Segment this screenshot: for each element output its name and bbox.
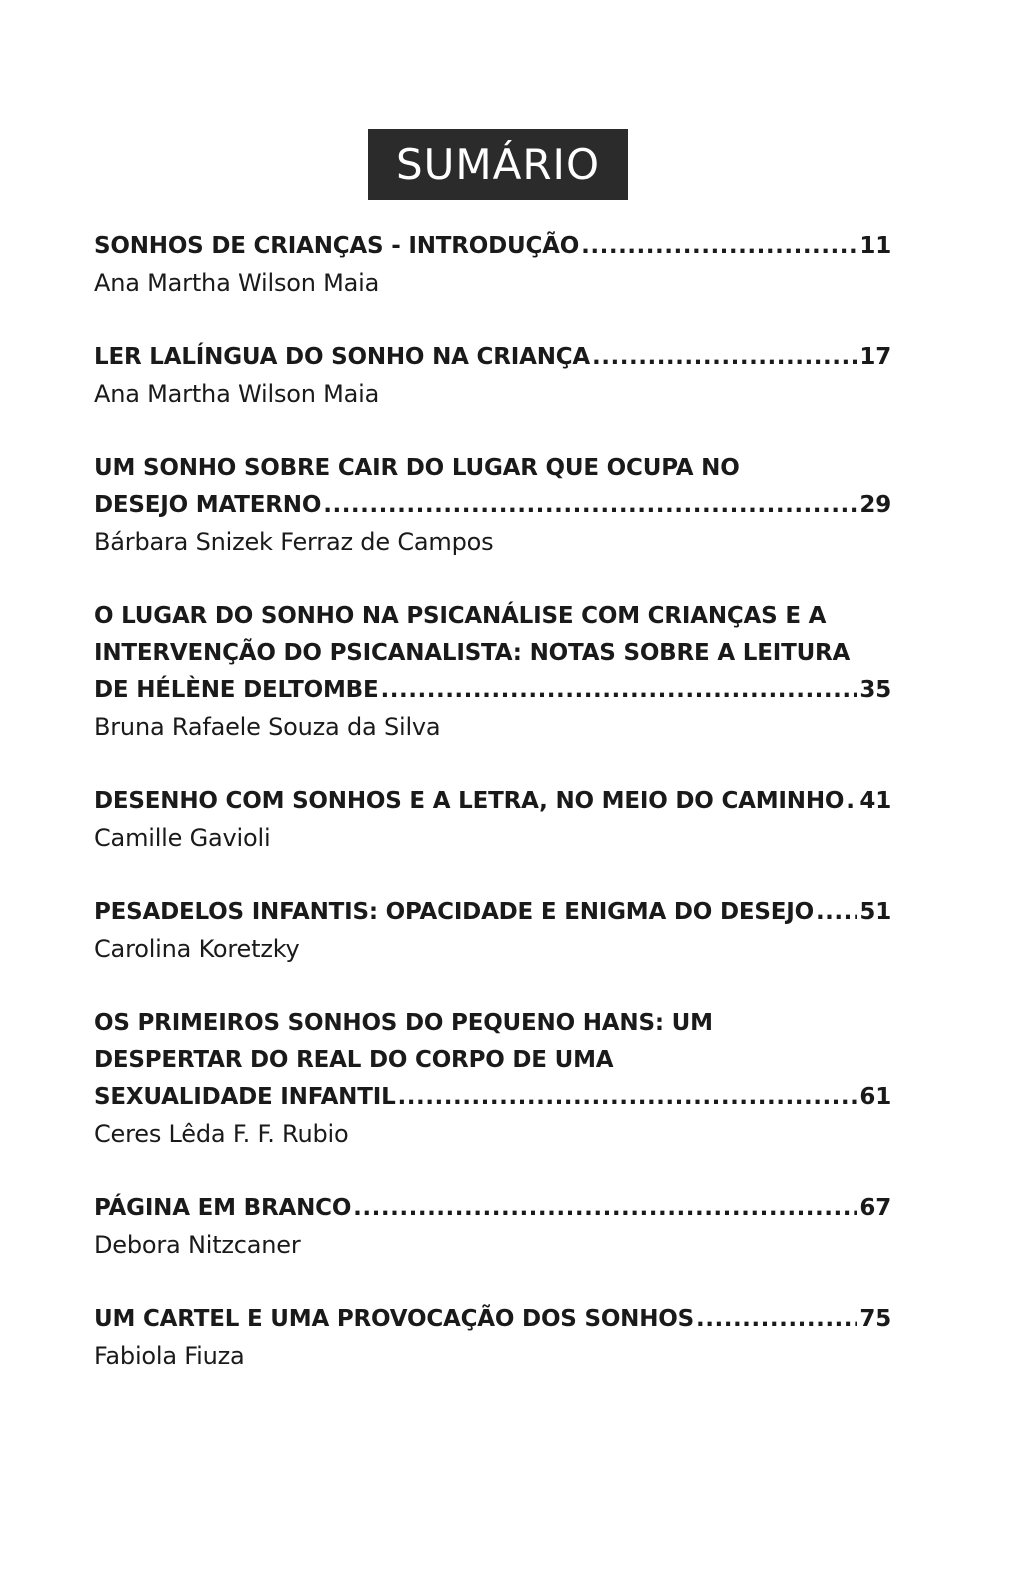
dot-leader [816,894,857,931]
toc-entry-title [94,598,891,709]
toc-entry-title-text: DE HÉLÈNE DELTOMBE [94,677,379,703]
dot-leader [381,672,858,709]
toc-entry [94,1190,891,1264]
toc-entry-author: Ana Martha Wilson Maia [94,269,380,297]
dot-leader [846,783,857,820]
dot-leader [323,487,857,524]
toc-entry-author: Carolina Koretzky [94,935,300,963]
toc-entry-author: Ceres Lêda F. F. Rubio [94,1120,349,1148]
toc-entry-title-last-line [94,1079,891,1116]
dot-leader [581,228,857,265]
toc-entry-title-text: INTERVENÇÃO DO PSICANALISTA: NOTAS SOBRE A LEITURA [94,640,851,666]
toc-entry-page: 75 [859,1306,891,1332]
toc-entry-page: 51 [859,899,891,925]
dot-leader [592,339,857,376]
toc-entry-page: 61 [859,1084,891,1110]
table-of-contents [94,228,891,1375]
toc-entry [94,1005,891,1153]
toc-entry-page: 35 [859,677,891,703]
toc-entry-title-last-line [94,783,891,820]
toc-entry-title-text: UM SONHO SOBRE CAIR DO LUGAR QUE OCUPA NO [94,455,740,481]
toc-entry-author: Debora Nitzcaner [94,1231,301,1259]
toc-entry-author: Bruna Rafaele Souza da Silva [94,713,441,741]
toc-entry-title-last-line [94,339,891,376]
toc-entry-author: Ana Martha Wilson Maia [94,380,380,408]
toc-entry [94,783,891,857]
toc-entry-author: Bárbara Snizek Ferraz de Campos [94,528,494,556]
toc-entry-title [94,894,891,931]
toc-entry [94,598,891,746]
dot-leader [398,1079,858,1116]
toc-entry [94,450,891,561]
toc-entry-page: 17 [859,344,891,370]
toc-entry-title [94,1190,891,1227]
toc-entry-author: Camille Gavioli [94,824,271,852]
toc-entry-page: 11 [859,233,891,259]
toc-entry-title-text: SONHOS DE CRIANÇAS - INTRODUÇÃO [94,233,580,259]
toc-entry-page: 41 [859,788,891,814]
toc-entry-title-text: DESENHO COM SONHOS E A LETRA, NO MEIO DO CAMINHO [94,788,845,814]
toc-entry-title-last-line [94,1190,891,1227]
toc-entry-title [94,450,891,524]
toc-entry-page: 29 [859,492,891,518]
toc-entry-title-text: UM CARTEL E UMA PROVOCAÇÃO DOS SONHOS [94,1306,694,1332]
toc-entry-title [94,1301,891,1338]
toc-entry-title-text: O LUGAR DO SONHO NA PSICANÁLISE COM CRIANÇAS E A [94,603,827,629]
toc-entry-title [94,339,891,376]
toc-entry-title [94,228,891,265]
toc-entry-title-text: OS PRIMEIROS SONHOS DO PEQUENO HANS: UM [94,1010,713,1036]
toc-entry-title-text: LER LALÍNGUA DO SONHO NA CRIANÇA [94,344,591,370]
page-title-box [368,129,628,200]
toc-entry-title-text: PESADELOS INFANTIS: OPACIDADE E ENIGMA DO DESEJO [94,899,814,925]
toc-entry-title [94,783,891,820]
toc-entry [94,339,891,413]
toc-entry [94,1301,891,1375]
page-title: SUMÁRIO [396,139,600,189]
toc-entry-title-text: PÁGINA EM BRANCO [94,1195,352,1221]
toc-entry-title-last-line [94,894,891,931]
toc-entry [94,228,891,302]
toc-entry-title-last-line [94,1301,891,1338]
toc-entry-title-text: DESEJO MATERNO [94,492,322,518]
dot-leader [696,1301,857,1338]
toc-entry-title-text: SEXUALIDADE INFANTIL [94,1084,396,1110]
toc-entry [94,894,891,968]
toc-entry-title [94,1005,891,1116]
toc-entry-title-last-line [94,672,891,709]
toc-entry-title-last-line [94,228,891,265]
toc-entry-page: 67 [859,1195,891,1221]
toc-entry-title-text: DESPERTAR DO REAL DO CORPO DE UMA [94,1047,614,1073]
toc-entry-author: Fabiola Fiuza [94,1342,245,1370]
dot-leader [353,1190,857,1227]
toc-entry-title-last-line [94,487,891,524]
